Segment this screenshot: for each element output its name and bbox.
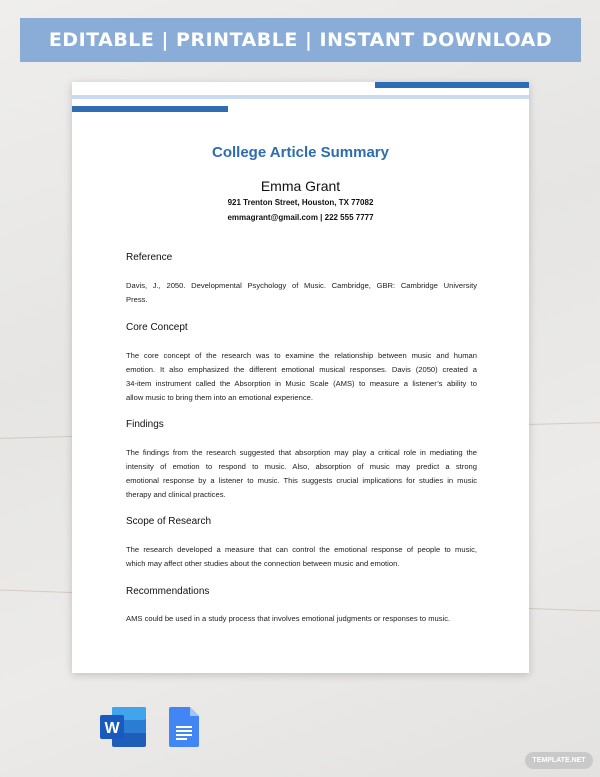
paragraph-line: The findings from the research suggested that absorption may play a critical role in mediating the (126, 448, 477, 457)
author-address: 921 Trenton Street, Houston, TX 77082 (227, 198, 374, 207)
paragraph-line: Press. (126, 295, 148, 304)
paragraph-line: therapy and clinical practices. (126, 490, 226, 499)
paragraph-line: The core concept of the research was to examine the relationship between music and human (126, 351, 477, 360)
paragraph-line: Davis, J., 2050. Developmental Psychology of Music. Cambridge, GBR: Cambridge University (126, 281, 477, 290)
decor-bar-left (72, 106, 228, 112)
banner: EDITABLE | PRINTABLE | INSTANT DOWNLOAD (20, 18, 581, 62)
word-icon[interactable] (100, 707, 146, 752)
paragraph-line: intensity of emotion to respond to music. Also, absorption of music may predict a strong (126, 462, 477, 471)
watermark-badge: TEMPLATE.NET (525, 752, 593, 769)
decor-bar-top-right (375, 82, 529, 88)
paragraph-line: allow music to bring them into an emotional experience. (126, 393, 313, 402)
paragraph-line: The research developed a measure that can control the emotional response of people to music, (126, 545, 477, 554)
section-heading: Scope of Research (126, 516, 212, 527)
paragraph-line: AMS could be used in a study process that involves emotional judgments or responses to music. (126, 614, 451, 623)
author-name: Emma Grant (260, 178, 341, 194)
section-paragraph (126, 446, 477, 502)
paragraph-line: emotion. It also emphasized the different emotional musical responses. Davis (2050) created a (126, 365, 477, 374)
decor-line (72, 95, 529, 99)
paragraph-line: emotional response by a listener to music. This suggests crucial implications for studies in music (126, 476, 477, 485)
google-docs-icon[interactable] (169, 707, 199, 752)
paragraph-line: 34-item instrument called the Absorption in Music Scale (AMS) to measure a listener’s ability to (126, 379, 477, 388)
section-paragraph (126, 349, 477, 405)
section-heading: Reference (126, 252, 173, 263)
section-heading: Recommendations (126, 586, 210, 597)
section-heading: Core Concept (126, 322, 188, 333)
svg-text:W: W (104, 720, 120, 737)
section-paragraph (126, 279, 477, 307)
paragraph-line: which may affect other studies about the connection between music and emotion. (126, 559, 400, 568)
document-title: College Article Summary (211, 144, 389, 161)
section-heading: Findings (126, 419, 164, 430)
section-paragraph (126, 543, 477, 571)
document-page (72, 82, 529, 673)
author-contact: emmagrant@gmail.com | 222 555 7777 (227, 213, 374, 222)
section-paragraph (126, 612, 477, 626)
